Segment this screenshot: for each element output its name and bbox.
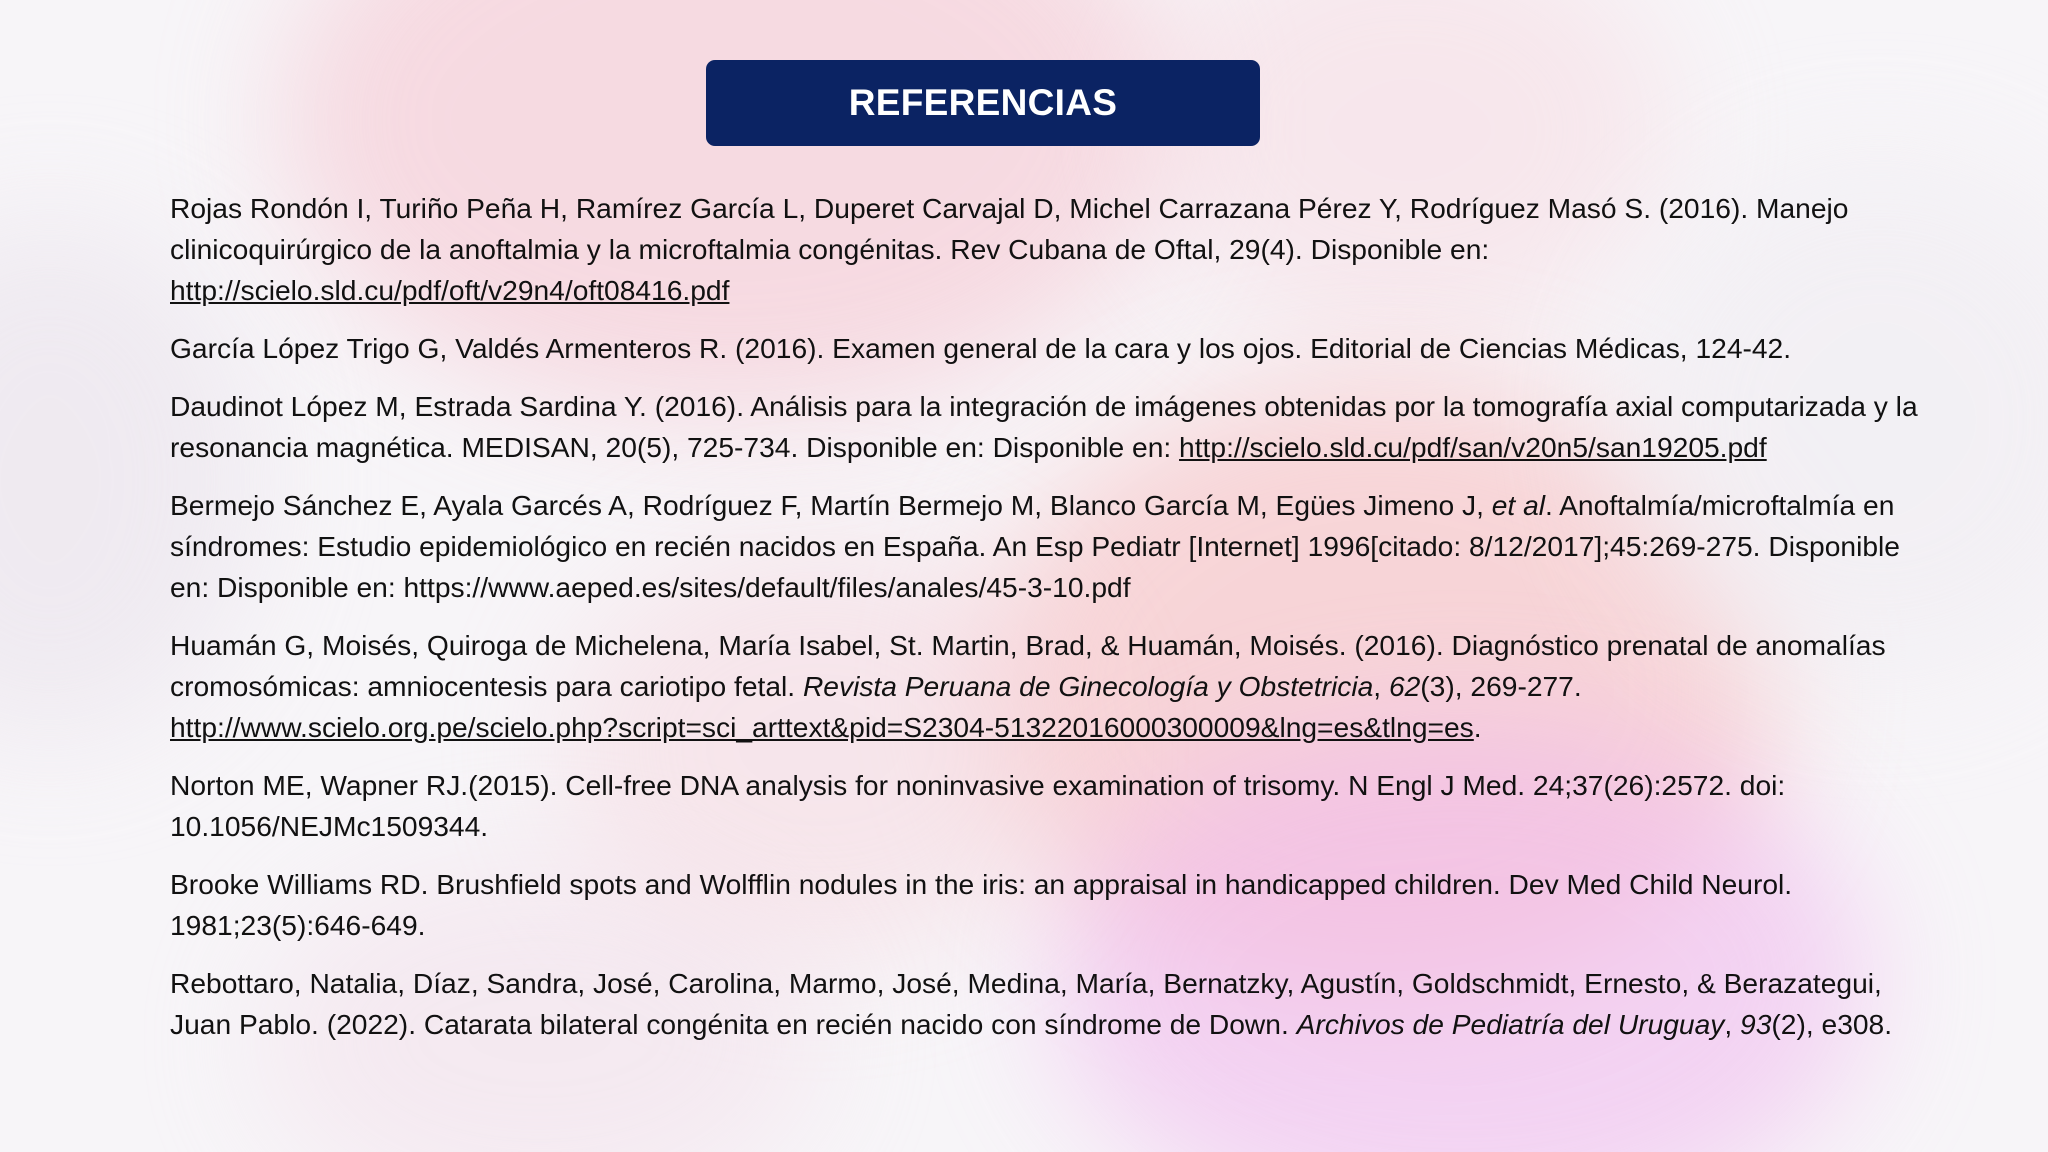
reference-text: Bermejo Sánchez E, Ayala Garcés A, Rodríguez F, Martín Bermejo M, Blanco García M, Egües Jimeno J, — [170, 489, 1492, 521]
reference-item — [170, 864, 1920, 946]
reference-text: 62 — [1388, 670, 1421, 702]
reference-text: Rebottaro, Natalia, Díaz, Sandra, José, Carolina, Marmo, José, Medina, María, Bernatzky, Agustín, Goldschmidt, Ernesto, & Berazategui, Juan Pablo. (2022). Catarata bilateral congénita en recién nacido con síndrome de Down. — [170, 967, 1882, 1040]
reference-item — [170, 485, 1920, 608]
reference-link[interactable]: http://scielo.sld.cu/pdf/san/v20n5/san19205.pdf — [1179, 431, 1767, 463]
reference-text: , — [1373, 670, 1389, 702]
reference-text: Brooke Williams RD. Brushfield spots and Wolfflin nodules in the iris: an appraisal in handicapped children. Dev Med Child Neurol. 1981;23(5):646-649. — [170, 868, 1793, 941]
reference-text: Rojas Rondón I, Turiño Peña H, Ramírez García L, Duperet Carvajal D, Michel Carrazana Pérez Y, Rodríguez Masó S. (2016). Manejo clinicoquirúrgico de la anoftalmia y la microftalmia congénitas. Rev Cubana de Oftal, 29(4). Disponible en: — [170, 192, 1849, 265]
reference-text: . — [1473, 711, 1482, 743]
reference-item — [170, 963, 1920, 1045]
reference-item — [170, 625, 1920, 748]
reference-text: (3), 269-277. — [1420, 670, 1582, 702]
reference-link[interactable]: http://scielo.sld.cu/pdf/oft/v29n4/oft08416.pdf — [170, 274, 730, 306]
reference-item — [170, 188, 1920, 311]
reference-text: Revista Peruana de Ginecología y Obstetricia — [802, 670, 1374, 702]
reference-item — [170, 328, 1920, 369]
page-title: REFERENCIAS — [848, 82, 1118, 123]
reference-list — [170, 188, 1920, 1062]
reference-text: Daudinot López M, Estrada Sardina Y. (2016). Análisis para la integración de imágenes obtenidas por la tomografía axial computarizada y la resonancia magnética. MEDISAN, 20(5), 725-734. Disponible en: Disponible en: — [170, 390, 1918, 463]
title-banner — [706, 60, 1260, 146]
reference-text: (2), e308. — [1771, 1008, 1893, 1040]
reference-text: Archivos de Pediatría del Uruguay — [1296, 1008, 1725, 1040]
reference-link[interactable]: http://www.scielo.org.pe/scielo.php?script=sci_arttext&pid=S2304-51322016000300009&lng=es&tlng=es — [170, 711, 1474, 743]
reference-text: García López Trigo G, Valdés Armenteros R. (2016). Examen general de la cara y los ojos. Editorial de Ciencias Médicas, 124-42. — [170, 332, 1792, 364]
reference-text: Norton ME, Wapner RJ.(2015). Cell-free DNA analysis for noninvasive examination of trisomy. N Engl J Med. 24;37(26):2572. doi: 10.1056/NEJMc1509344. — [170, 769, 1786, 842]
reference-text: Huamán G, Moisés, Quiroga de Michelena, María Isabel, St. Martin, Brad, & Huamán, Moisés. (2016). Diagnóstico prenatal de anomalías cromosómicas: amniocentesis para cariotipo fetal. — [170, 629, 1886, 702]
reference-item — [170, 386, 1920, 468]
reference-text: 93 — [1740, 1008, 1772, 1040]
reference-text: , — [1724, 1008, 1741, 1040]
reference-text: et al — [1491, 489, 1546, 521]
reference-item — [170, 765, 1920, 847]
reference-text: . Anoftalmía/microftalmía en síndromes: Estudio epidemiológico en recién nacidos en España. An Esp Pediatr [Internet] 1996[citado: 8/12/2017];45:269-275. Disponible en: Disponible en: https://www.aeped.es/sites/default/files/anales/45-3-10.pdf — [170, 489, 1900, 603]
